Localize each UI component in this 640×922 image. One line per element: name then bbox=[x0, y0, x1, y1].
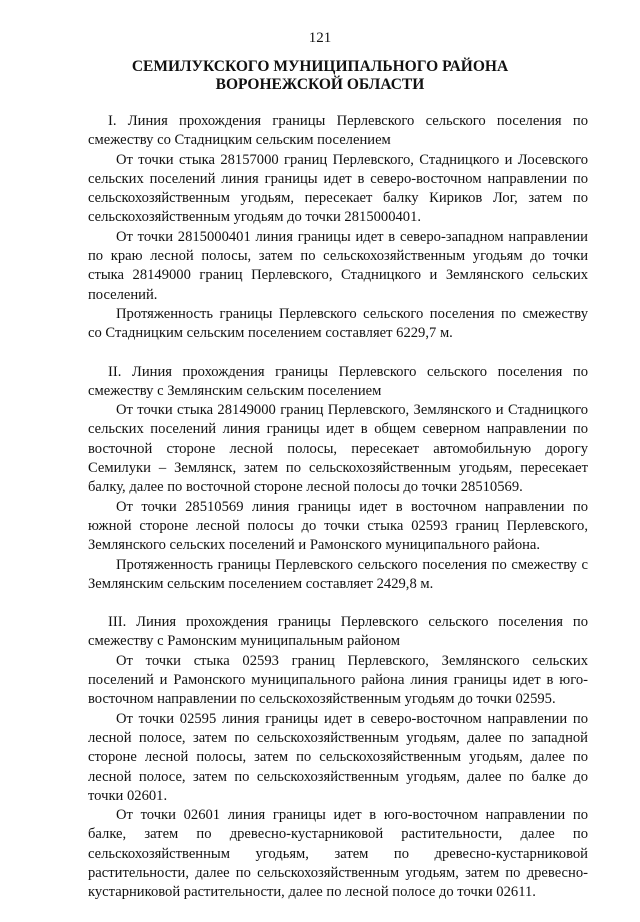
paragraph: От точки 28510569 линия границы идет в восточном направлении по южной стороне лесной полосы до точки стыка 02593 границ Перлевского, Землянского сельских поселений и Рамонского муниципального района. bbox=[88, 498, 588, 554]
section-1 bbox=[88, 112, 588, 344]
title-line-1: СЕМИЛУКСКОГО МУНИЦИПАЛЬНОГО РАЙОНА bbox=[131, 58, 509, 75]
paragraph: От точки стыка 28149000 границ Перлевского, Землянского и Стадницкого сельских поселений линия границы идет в общем северном направлении по восточной стороне лесной полосы, пересекает автомобильную дорогу Семилуки – Землянск, затем по сельскохозяйственным угодьям, пересекает балку, далее по восточной стороне лесной полосы до точки 28510569. bbox=[88, 402, 588, 496]
section-heading: I. Линия прохождения границы Перлевского сельского поселения по смежеству со Стадницким сельским поселением bbox=[88, 113, 588, 149]
paragraph: От точки 2815000401 линия границы идет в северо-западном направлении по краю лесной полосы, затем по сельскохозяйственным угодьям до точки стыка 28149000 границ Перлевского, Стадницкого и Землянского сельских поселений. bbox=[88, 228, 588, 303]
section-3 bbox=[88, 613, 588, 902]
title-line-2: ВОРОНЕЖСКОЙ ОБЛАСТИ bbox=[215, 76, 425, 93]
paragraph: Протяженность границы Перлевского сельского поселения по смежеству с Землянским сельским поселением составляет 2429,8 м. bbox=[88, 556, 588, 592]
page-number: 121 bbox=[308, 30, 332, 46]
section-heading: II. Линия прохождения границы Перлевского сельского поселения по смежеству с Землянским сельским поселением bbox=[88, 363, 588, 399]
paragraph: От точки стыка 02593 границ Перлевского, Землянского сельских поселений и Рамонского муниципального района линия границы идет в юго-восточном направлении по сельскохозяйственным угодьям до точки 02595. bbox=[88, 652, 588, 708]
paragraph: От точки 02601 линия границы идет в юго-восточном направлении по балке, затем по древесно-кустарниковой растительности, далее по сельскохозяйственным угодьям, затем по древесно-кустарниковой растительности, далее по сельскохозяйственным угодьям, затем по древесно-кустарниковой растительности, далее по лесной полосе до точки 02611. bbox=[88, 807, 588, 901]
document-title bbox=[0, 58, 640, 94]
section-2 bbox=[88, 363, 588, 595]
paragraph: От точки 02595 линия границы идет в северо-восточном направлении по лесной полосе, затем по сельскохозяйственным угодьям, далее по западной стороне лесной полосы, затем по сельскохозяйственным угодьям, далее по лесной полосе, затем по сельскохозяйственным угодьям, далее по балке до точки 02601. bbox=[88, 710, 588, 804]
paragraph: Протяженность границы Перлевского сельского поселения по смежеству со Стадницким сельским поселением составляет 6229,7 м. bbox=[88, 305, 588, 342]
paragraph: От точки стыка 28157000 границ Перлевского, Стадницкого и Лосевского сельских поселений линия границы идет в северо-восточном направлении по сельскохозяйственным угодьям, пересекает балку Кириков Лог, затем по сельскохозяйственным угодьям до точки 2815000401. bbox=[88, 151, 588, 226]
section-heading: III. Линия прохождения границы Перлевского сельского поселения по смежеству с Рамонским муниципальным районом bbox=[88, 614, 588, 650]
document-body bbox=[88, 112, 588, 922]
